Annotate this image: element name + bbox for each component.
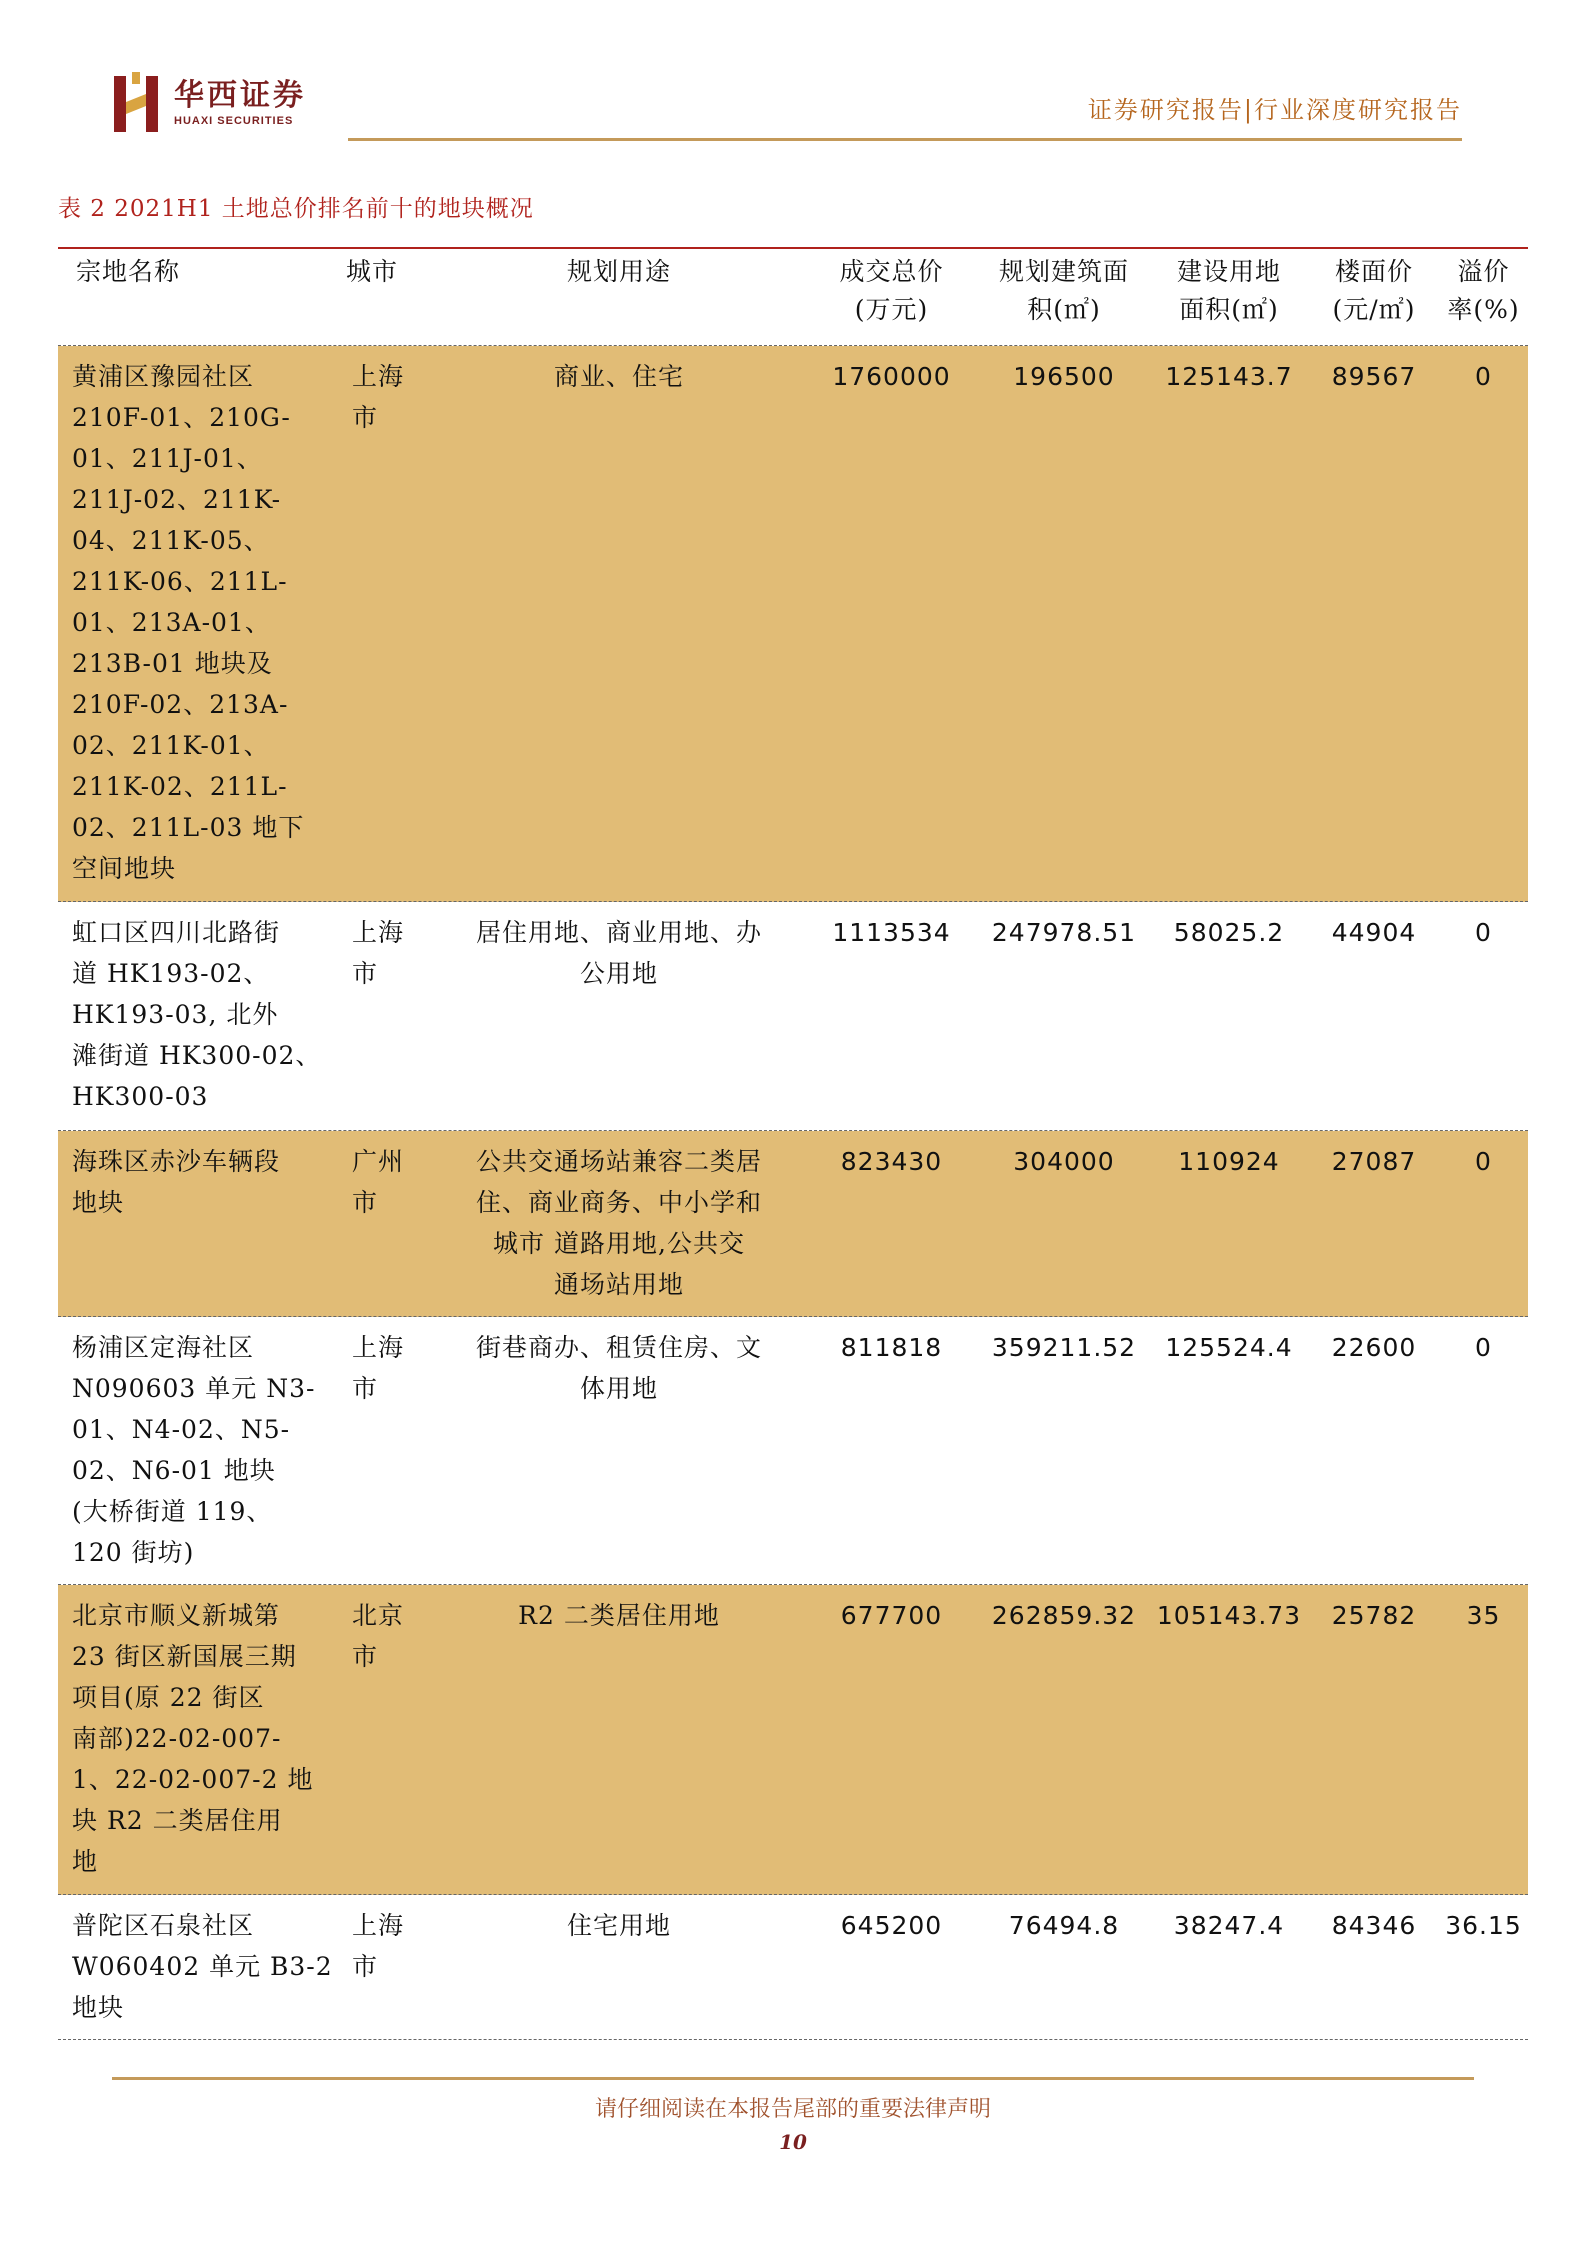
- table-caption: 表 2 2021H1 土地总价排名前十的地块概况: [58, 196, 534, 222]
- cell-usage: 商业、住宅: [553, 362, 684, 391]
- cell-city: 广州 市: [352, 1147, 405, 1217]
- cell-name: 虹口区四川北路街 道 HK193-02、 HK193-03, 北外 滩街道 HK300-02、 HK300-03: [72, 918, 322, 1111]
- cell-usage: 街巷商办、租赁住房、文 体用地: [475, 1333, 762, 1403]
- cell-premium: 0: [1475, 1147, 1492, 1176]
- column-header-land-area: 建设用地 面积(㎡): [1176, 257, 1281, 324]
- cell-land-area: 125143.7: [1165, 362, 1293, 391]
- cell-floor-price: 25782: [1331, 1601, 1417, 1630]
- column-header-floor-price: 楼面价 (元/㎡): [1332, 257, 1416, 324]
- column-header-total-price: 成交总价 (万元): [839, 257, 944, 324]
- table-row: [58, 1585, 1528, 1895]
- cell-planned-area: 247978.51: [991, 918, 1137, 947]
- cell-total-price: 677700: [840, 1601, 943, 1630]
- table-row: [58, 902, 1528, 1131]
- cell-total-price: 645200: [840, 1911, 943, 1940]
- page-number: 10: [779, 2130, 807, 2154]
- cell-floor-price: 22600: [1331, 1333, 1417, 1362]
- footer-divider: [112, 2077, 1474, 2080]
- cell-land-area: 58025.2: [1173, 918, 1285, 947]
- column-header-planned-area: 规划建筑面 积(㎡): [998, 257, 1129, 324]
- cell-name: 普陀区石泉社区 W060402 单元 B3-2 地块: [72, 1911, 333, 2022]
- cell-total-price: 811818: [840, 1333, 943, 1362]
- cell-usage: 公共交通场站兼容二类居 住、商业商务、中小学和 城市 道路用地,公共交 通场站用地: [475, 1147, 762, 1299]
- column-header-city: 城市: [346, 257, 399, 286]
- table-row: [58, 1895, 1528, 2040]
- column-header-name: 宗地名称: [76, 257, 181, 286]
- logo-chinese-name: 华西证券: [174, 78, 306, 113]
- cell-land-area: 38247.4: [1173, 1911, 1285, 1940]
- cell-city: 上海 市: [352, 1911, 405, 1981]
- cell-usage: 住宅用地: [566, 1911, 671, 1940]
- cell-planned-area: 359211.52: [991, 1333, 1137, 1362]
- cell-planned-area: 262859.32: [991, 1601, 1137, 1630]
- cell-planned-area: 304000: [1013, 1147, 1115, 1176]
- company-logo: [112, 72, 306, 134]
- cell-name: 杨浦区定海社区 N090603 单元 N3- 01、N4-02、N5- 02、N6-01 地块 (大桥街道 119、 120 街坊): [72, 1333, 316, 1567]
- table-row: [58, 1317, 1528, 1585]
- cell-land-area: 105143.73: [1156, 1601, 1302, 1630]
- column-header-premium: 溢价 率(%): [1447, 257, 1520, 324]
- cell-floor-price: 27087: [1331, 1147, 1417, 1176]
- cell-name: 海珠区赤沙车辆段 地块: [72, 1147, 281, 1217]
- cell-premium: 0: [1475, 918, 1492, 947]
- cell-city: 北京 市: [352, 1601, 405, 1671]
- cell-city: 上海 市: [352, 918, 405, 988]
- cell-usage: 居住用地、商业用地、办 公用地: [475, 918, 762, 988]
- cell-premium: 0: [1475, 362, 1492, 391]
- logo-english-name: HUAXI SECURITIES: [174, 115, 294, 127]
- table-row: [58, 346, 1528, 902]
- cell-city: 上海 市: [352, 1333, 405, 1403]
- table-header-row: [58, 249, 1528, 346]
- cell-floor-price: 89567: [1331, 362, 1417, 391]
- table-row: [58, 1131, 1528, 1317]
- column-header-usage: 规划用途: [566, 257, 671, 286]
- cell-premium: 35: [1466, 1601, 1501, 1630]
- cell-planned-area: 76494.8: [1008, 1911, 1120, 1940]
- legal-notice: 请仔细阅读在本报告尾部的重要法律声明: [594, 2097, 991, 2122]
- cell-total-price: 1113534: [832, 918, 951, 947]
- cell-floor-price: 44904: [1331, 918, 1417, 947]
- header-divider: [348, 138, 1462, 141]
- cell-floor-price: 84346: [1331, 1911, 1417, 1940]
- land-ranking-table: [58, 247, 1528, 2040]
- cell-name: 黄浦区豫园社区 210F-01、210G- 01、211J-01、 211J-02、211K- 04、211K-05、 211K-06、211L- 01、213A-01、 213B-01 地块及 210F-02、213A- 02、211K-01、 211K-02、211L- 02、211L-03 地下 空间地块: [72, 362, 305, 883]
- cell-usage: R2 二类居住用地: [518, 1601, 720, 1630]
- cell-premium: 0: [1475, 1333, 1492, 1362]
- cell-total-price: 823430: [840, 1147, 943, 1176]
- cell-land-area: 125524.4: [1165, 1333, 1293, 1362]
- cell-land-area: 110924: [1178, 1147, 1280, 1176]
- cell-city: 上海 市: [352, 362, 405, 432]
- cell-premium: 36.15: [1445, 1911, 1522, 1940]
- cell-total-price: 1760000: [832, 362, 951, 391]
- report-type: 证券研究报告|行业深度研究报告: [1087, 96, 1462, 124]
- cell-planned-area: 196500: [1013, 362, 1115, 391]
- huaxi-logo-icon: [112, 72, 162, 134]
- cell-name: 北京市顺义新城第 23 街区新国展三期 项目(原 22 街区 南部)22-02-007- 1、22-02-007-2 地 块 R2 二类居住用 地: [72, 1601, 314, 1876]
